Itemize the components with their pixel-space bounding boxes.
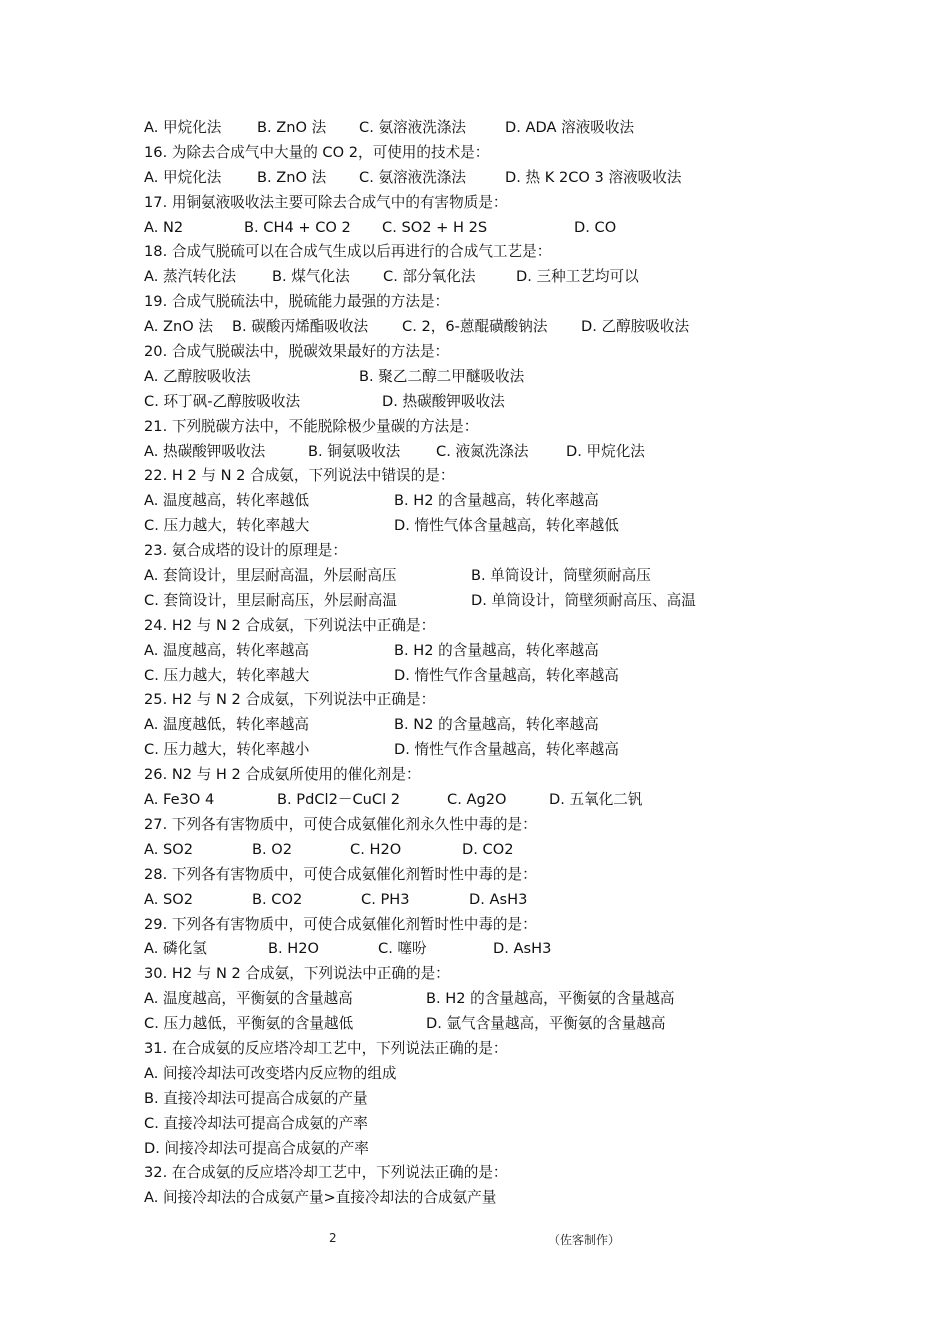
- option-b: D. 惰性气作含量越高，转化率越高: [394, 666, 619, 684]
- option-b: B. 单筒设计，筒壁须耐高压: [471, 567, 651, 585]
- question-text: A. 间接冷却法可改变塔内反应物的组成: [144, 1064, 397, 1082]
- option-b: B. ZnO 法: [257, 119, 327, 136]
- options-row: [144, 589, 864, 614]
- question-text: 32. 在合成氨的反应塔冷却工艺中，下列说法正确的是：: [144, 1164, 508, 1182]
- option-a: A. 套筒设计，里层耐高温，外层耐高压: [144, 567, 397, 585]
- option-a: A. 乙醇胺吸收法: [144, 367, 251, 385]
- option-b: D. 惰性气体含量越高，转化率越低: [394, 517, 619, 535]
- option-d: D. AsH3: [493, 940, 552, 958]
- option-a: A. 温度越高，平衡氨的含量越高: [144, 990, 353, 1008]
- option-d: D. 乙醇胺吸收法: [581, 318, 690, 336]
- option-b: D. 热碳酸钾吸收法: [382, 392, 505, 410]
- question-text: 21. 下列脱碳方法中，不能脱除极少量碳的方法是：: [144, 417, 479, 435]
- question-text: 19. 合成气脱硫法中，脱硫能力最强的方法是：: [144, 293, 450, 311]
- options-row: [144, 116, 864, 141]
- option-a: A. 热碳酸钾吸收法: [144, 442, 266, 460]
- options-row: [144, 838, 864, 863]
- option-a: A. 温度越高，转化率越高: [144, 641, 309, 659]
- question-text: 20. 合成气脱碳法中，脱碳效果最好的方法是：: [144, 343, 450, 361]
- option-b: D. 单筒设计，筒壁须耐高压、高温: [471, 591, 696, 609]
- option-a: A. N2: [144, 218, 184, 236]
- option-a: A. SO2: [144, 840, 194, 858]
- option-c: C. SO2 + H 2S: [382, 218, 488, 236]
- option-d: D. 热 K 2CO 3 溶液吸收法: [505, 168, 682, 186]
- option-b: D. 氩气含量越高，平衡氨的含量越高: [426, 1015, 666, 1033]
- option-b: B. H2 的含量越高，转化率越高: [394, 641, 599, 659]
- option-a: C. 压力越大，转化率越大: [144, 666, 310, 684]
- option-a: C. 压力越大，转化率越大: [144, 517, 310, 535]
- option-d: D. 五氧化二钒: [549, 791, 643, 809]
- option-b: B. 煤气化法: [272, 268, 350, 286]
- options-row: [144, 315, 864, 340]
- options-row: [144, 390, 864, 415]
- options-row: [144, 365, 864, 390]
- options-row: [144, 664, 864, 689]
- question-text: 16. 为除去合成气中大量的 CO 2，可使用的技术是：: [144, 143, 490, 161]
- document-body: [144, 116, 864, 1211]
- question-text: C. 直接冷却法可提高合成氨的产率: [144, 1114, 368, 1132]
- question-text: 31. 在合成氨的反应塔冷却工艺中，下列说法正确的是：: [144, 1039, 508, 1057]
- option-c: C. 部分氧化法: [383, 268, 476, 286]
- options-row: [144, 514, 864, 539]
- option-d: D. ADA 溶液吸收法: [505, 119, 635, 136]
- option-b: B. O2: [252, 840, 293, 858]
- option-c: C. 噻吩: [378, 940, 427, 958]
- options-row: [144, 216, 864, 241]
- option-b: B. 碳酸丙烯酯吸收法: [232, 318, 369, 336]
- option-a: A. 温度越高，转化率越低: [144, 492, 309, 510]
- option-b: B. 聚乙二醇二甲醚吸收法: [359, 367, 525, 385]
- question-text: B. 直接冷却法可提高合成氨的产量: [144, 1089, 368, 1107]
- option-a: A. SO2: [144, 890, 194, 908]
- option-a: A. 温度越低，转化率越高: [144, 716, 309, 734]
- options-row: [144, 937, 864, 962]
- question-text: D. 间接冷却法可提高合成氨的产率: [144, 1139, 369, 1157]
- option-b: B. CO2: [252, 890, 303, 908]
- option-b: D. 惰性气作含量越高，转化率越高: [394, 741, 619, 759]
- option-b: B. ZnO 法: [257, 168, 327, 186]
- option-c: C. Ag2O: [447, 791, 507, 809]
- option-a: A. Fe3O 4: [144, 791, 215, 809]
- option-a: A. 蒸汽转化法: [144, 268, 236, 286]
- option-b: B. CH4 + CO 2: [244, 218, 351, 236]
- option-c: C. PH3: [361, 890, 410, 908]
- question-text: 25. H2 与 N 2 合成氨，下列说法中正确是：: [144, 691, 436, 709]
- question-text: 24. H2 与 N 2 合成氨，下列说法中正确是：: [144, 616, 436, 634]
- page-footer: [0, 1231, 950, 1251]
- option-d: D. 三种工艺均可以: [516, 268, 639, 286]
- options-row: [144, 888, 864, 913]
- options-row: [144, 166, 864, 191]
- question-text: 30. H2 与 N 2 合成氨，下列说法中正确的是：: [144, 965, 450, 983]
- option-b: B. H2O: [268, 940, 320, 958]
- question-text: 22. H 2 与 N 2 合成氨，下列说法中错误的是：: [144, 467, 455, 485]
- option-a: C. 环丁砜-乙醇胺吸收法: [144, 392, 301, 410]
- options-row: [144, 788, 864, 813]
- options-row: [144, 713, 864, 738]
- question-text: 29. 下列各有害物质中，可使合成氨催化剂暂时性中毒的是：: [144, 915, 537, 933]
- question-text: 18. 合成气脱硫可以在合成气生成以后再进行的合成气工艺是：: [144, 243, 552, 261]
- option-d: D. CO2: [462, 840, 514, 858]
- option-c: C. H2O: [350, 840, 402, 858]
- options-row: [144, 489, 864, 514]
- options-row: [144, 1012, 864, 1037]
- options-row: [144, 564, 864, 589]
- options-row: [144, 987, 864, 1012]
- option-a: A. ZnO 法: [144, 318, 213, 336]
- option-a: C. 套筒设计，里层耐高压，外层耐高温: [144, 591, 397, 609]
- option-c: C. 液氮洗涤法: [436, 442, 529, 460]
- option-d: D. 甲烷化法: [566, 442, 645, 460]
- page-number: 2: [329, 1231, 337, 1245]
- option-a: C. 压力越大，转化率越小: [144, 741, 310, 759]
- question-text: 27. 下列各有害物质中，可使合成氨催化剂永久性中毒的是：: [144, 815, 537, 833]
- option-b: B. H2 的含量越高，转化率越高: [394, 492, 599, 510]
- author-credit: （佐客制作）: [548, 1233, 621, 1247]
- options-row: [144, 440, 864, 465]
- options-row: [144, 738, 864, 763]
- option-a: A. 甲烷化法: [144, 119, 222, 136]
- question-text: A. 间接冷却法的合成氨产量>直接冷却法的合成氨产量: [144, 1189, 497, 1207]
- option-c: C. 2，6-蒽醌磺酸钠法: [402, 318, 548, 336]
- question-text: 28. 下列各有害物质中，可使合成氨催化剂暂时性中毒的是：: [144, 865, 537, 883]
- question-text: 23. 氨合成塔的设计的原理是：: [144, 542, 347, 560]
- option-b: B. 铜氨吸收法: [308, 442, 401, 460]
- options-row: [144, 265, 864, 290]
- options-row: [144, 639, 864, 664]
- question-text: 26. N2 与 H 2 合成氨所使用的催化剂是：: [144, 766, 421, 784]
- option-c: C. 氨溶液洗涤法: [359, 119, 467, 136]
- option-b: B. H2 的含量越高，平衡氨的含量越高: [426, 990, 675, 1008]
- option-a: C. 压力越低，平衡氨的含量越低: [144, 1015, 354, 1033]
- option-a: A. 甲烷化法: [144, 168, 222, 186]
- question-text: 17. 用铜氨液吸收法主要可除去合成气中的有害物质是：: [144, 193, 508, 211]
- option-d: D. CO: [574, 218, 617, 236]
- option-d: D. AsH3: [469, 890, 528, 908]
- option-a: A. 磷化氢: [144, 940, 207, 958]
- option-b: B. PdCl2－CuCl 2: [277, 791, 401, 809]
- option-b: B. N2 的含量越高，转化率越高: [394, 716, 599, 734]
- option-c: C. 氨溶液洗涤法: [359, 168, 467, 186]
